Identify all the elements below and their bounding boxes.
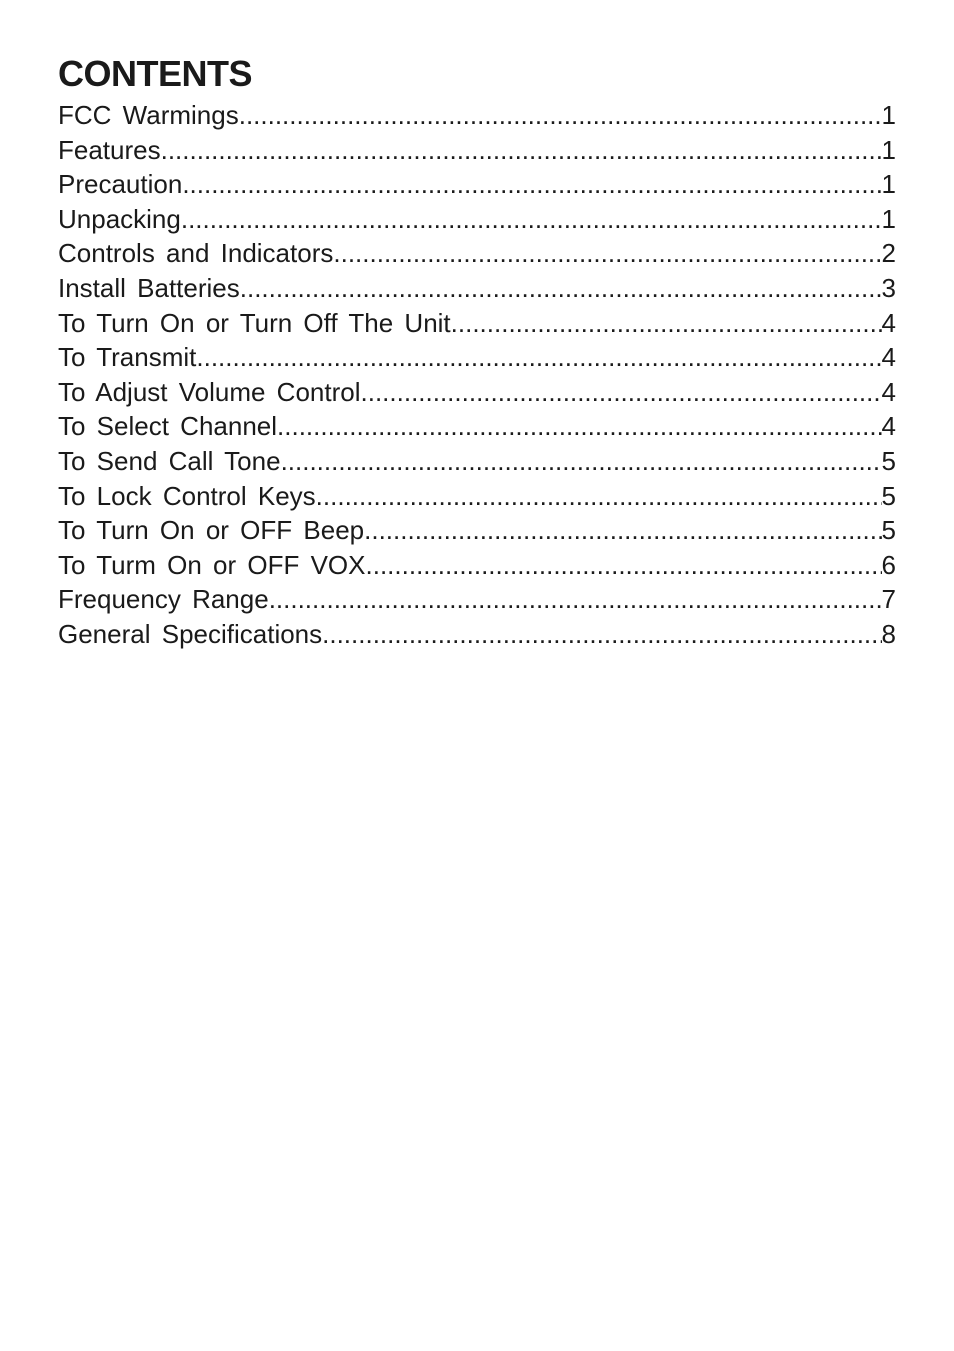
toc-entry [58,133,896,168]
toc-entry-label: Frequency Range [58,584,269,615]
toc-entry [58,513,896,548]
toc-entry-label: To Turn On or Turn Off The Unit [58,307,451,338]
toc-leader-dots [161,133,882,168]
toc-entry [58,340,896,375]
toc-entry [58,409,896,444]
toc-leader-dots [364,513,881,548]
toc-entry [58,98,896,133]
toc-leader-dots [239,98,882,133]
toc-leader-dots [316,479,882,514]
toc-entry-label: Features [58,134,161,165]
toc-entry [58,444,896,479]
toc-entry-page: 2 [881,238,896,269]
toc-leader-dots [281,444,882,479]
toc-leader-dots [269,582,882,617]
toc-entry [58,479,896,514]
toc-entry-label: To Lock Control Keys [58,480,316,511]
toc-entry [58,375,896,410]
toc-entry-page: 3 [881,272,896,303]
toc-entry-page: 1 [881,100,896,130]
toc-leader-dots [240,271,882,306]
toc-leader-dots [322,617,881,652]
toc-entry-page: 5 [881,515,896,546]
toc-entry [58,167,896,202]
toc-entry-label: Precaution [58,169,183,200]
toc-leader-dots [277,409,882,444]
toc-entry-label: To Send Call Tone [58,445,281,476]
toc-leader-dots [204,340,882,375]
document-page [58,52,896,652]
toc-leader-dots [333,236,881,271]
toc-entry-label: FCC Warmings [58,100,239,130]
toc-entry [58,306,896,341]
toc-entry-label: Unpacking [58,203,181,234]
toc-entry-page: 1 [881,203,896,234]
toc-entry-page: 1 [881,134,896,165]
page-title: CONTENTS [58,53,252,94]
toc-entry-label: To Transmit. [58,342,204,373]
toc-leader-dots [182,167,881,202]
toc-entry-label: Controls and Indicators [58,238,334,269]
toc-entry-page: 5 [881,480,896,511]
toc-entry-page: 6 [881,549,896,580]
toc-entry [58,548,896,583]
toc-entry-page: 4 [881,342,896,373]
toc-entry-page: 1 [881,169,896,200]
toc-entry-label: General Specifications [58,618,323,649]
toc-leader-dots [181,202,882,237]
toc-leader-dots [451,306,882,341]
toc-entry-label: To Adjust Volume Control [58,376,361,407]
toc-entry [58,582,896,617]
toc-entry-page: 5 [881,445,896,476]
toc-entry-label: To Select Channel [58,411,278,442]
toc-entry-page: 8 [881,618,896,649]
toc-entry-label: Install Batteries [58,272,240,303]
toc-entry-page: 4 [881,307,896,338]
toc-entry-label: To Turm On or OFF VOX [58,549,366,580]
toc-entry-page: 4 [881,376,896,407]
toc-entry-page: 4 [881,411,896,442]
toc-leader-dots [366,548,882,583]
table-of-contents [58,98,896,652]
toc-leader-dots [361,375,882,410]
toc-entry-page: 7 [881,584,896,615]
toc-entry [58,236,896,271]
toc-entry [58,617,896,652]
toc-entry [58,202,896,237]
toc-entry-label: To Turn On or OFF Beep [58,515,365,546]
toc-entry [58,271,896,306]
